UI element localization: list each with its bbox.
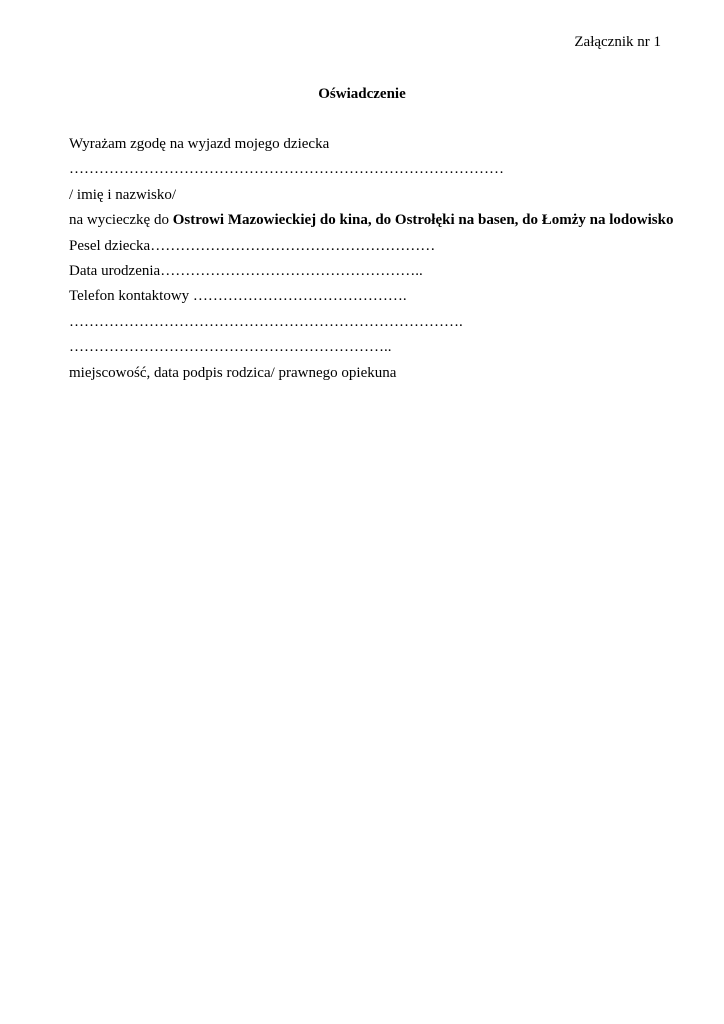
child-name-blank: …………………………………………………………………………… (69, 161, 504, 178)
birth-date-blank: …………………………………………….. (160, 262, 423, 279)
signature-blank-2: ……………………………………………………….. (69, 339, 392, 356)
phone-blank: ……………………………………. (192, 288, 407, 305)
trip-destination: Ostrowi Mazowieckiej do kina, do Ostrołęki na basen, do Łomży na lodowisko (172, 212, 674, 229)
annex-label: Załącznik nr 1 (574, 34, 661, 50)
child-name-caption: / imię i nazwisko/ (69, 186, 177, 203)
consent-text: Wyrażam zgodę na wyjazd mojego dziecka (69, 136, 330, 152)
signature-caption: miejscowość, data podpis rodzica/ prawnego opiekuna (69, 364, 397, 381)
signature-blank-1: ……………………………………………………………………. (69, 313, 463, 330)
trip-line (69, 211, 674, 229)
phone-line (69, 287, 669, 305)
birth-date-label: Data urodzenia (69, 262, 161, 279)
pesel-line (69, 237, 669, 255)
pesel-label: Pesel dziecka (69, 237, 151, 254)
pesel-blank: ………………………………………………… (150, 237, 436, 254)
document-title: Oświadczenie (318, 86, 406, 102)
birth-date-line (69, 262, 669, 280)
declaration-body (69, 135, 674, 389)
phone-label: Telefon kontaktowy (69, 288, 193, 305)
trip-prefix: na wycieczkę do (69, 212, 173, 229)
